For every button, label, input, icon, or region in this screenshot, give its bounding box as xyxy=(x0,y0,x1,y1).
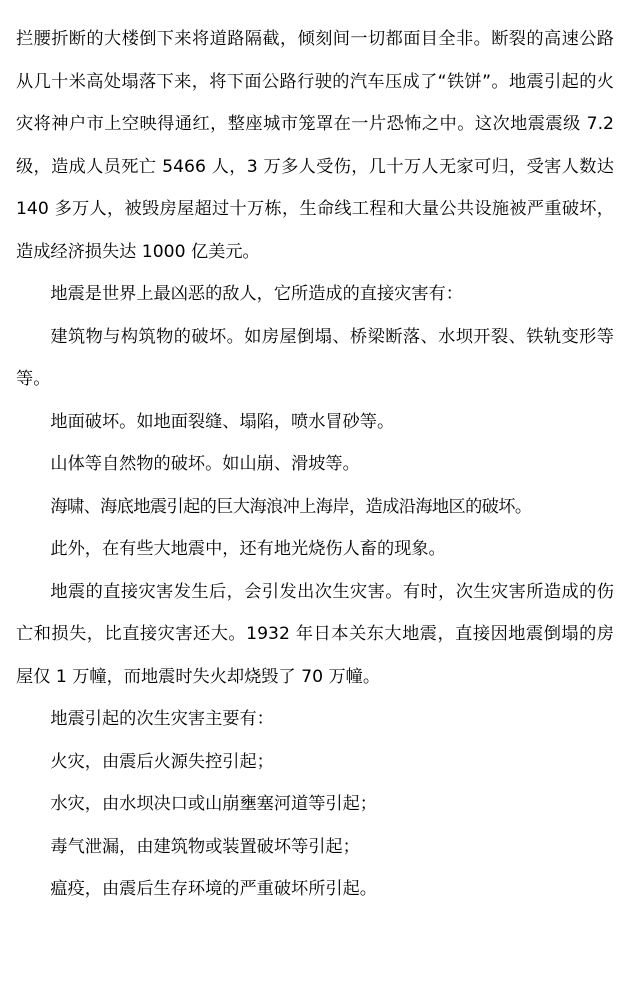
paragraph-earthquake-light: 此外，在有些大地震中，还有地光烧伤人畜的现象。 xyxy=(50,539,446,559)
paragraph-fire: 火灾，由震后火源失控引起； xyxy=(50,751,274,772)
paragraph-toxic-gas: 毒气泄漏，由建筑物或装置破坏等引起； xyxy=(50,836,360,857)
paragraph-tsunami: 海啸、海底地震引起的巨大海浪冲上海岸，造成沿海地区的破坏。 xyxy=(50,496,532,517)
paragraph-building-damage: 建筑物与构筑物的破坏。如房屋倒塌、桥梁断落、水坝开裂、铁轨变形等等。 xyxy=(16,326,614,389)
paragraph-flood: 水灾，由水坝决口或山崩壅塞河道等引起； xyxy=(50,794,377,814)
paragraph-direct-disasters-intro: 地震是世界上最凶恶的敌人，它所造成的直接灾害有： xyxy=(50,284,463,304)
paragraph-secondary-list-intro: 地震引起的次生灾害主要有： xyxy=(50,709,274,729)
paragraph-ground-damage: 地面破坏。如地面裂缝、塌陷，喷水冒砂等。 xyxy=(50,411,395,432)
paragraph-secondary-disasters: 地震的直接灾害发生后，会引发出次生灾害。有时，次生灾害所造成的伤亡和损失，比直接灾害还大。1932 年日本关东大地震，直接因地震倒塌的房屋仅 1 万幢，而地震时失火却烧毁了 70 万幢。 xyxy=(16,581,614,687)
paragraph-epidemic: 瘟疫，由震后生存环境的严重破坏所引起。 xyxy=(50,879,377,899)
paragraph-kobe-earthquake: 拦腰折断的大楼倒下来将道路隔截，倾刻间一切都面目全非。断裂的高速公路从几十米高处塌落下来，将下面公路行驶的汽车压成了“铁饼”。地震引起的火灾将神户市上空映得通红，整座城市笼罩在一片恐怖之中。这次地震震级 7.2 级，造成人员死亡 5466 人，3 万多人受伤，几十万人无家可归，受害人数达 140 多万人，被毁房屋超过十万栋，生命线工程和大量公共设施被严重破坏，造成经济损失达 1000 亿美元。 xyxy=(16,29,614,262)
paragraph-mountain-damage: 山体等自然物的破坏。如山崩、滑坡等。 xyxy=(50,454,360,474)
